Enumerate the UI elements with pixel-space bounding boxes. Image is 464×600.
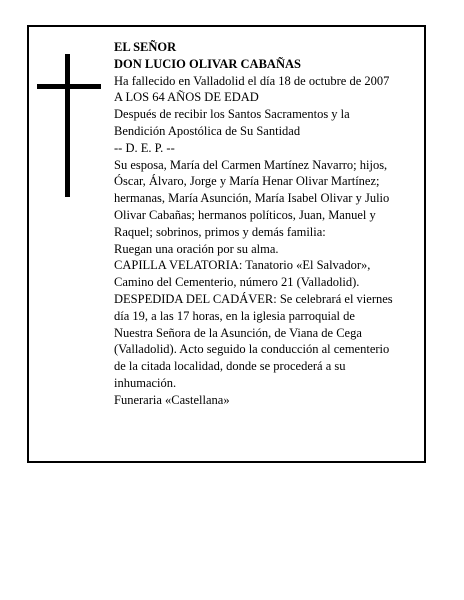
sacraments-line2: Bendición Apostólica de Su Santidad xyxy=(114,123,301,138)
farewell-line: DESPEDIDA DEL CADÁVER: Se celebrará el viernes xyxy=(114,291,393,306)
farewell-paragraph xyxy=(114,291,418,392)
farewell-line: (Valladolid). Acto seguido la conducción al cementerio xyxy=(114,342,390,357)
notice-title-line1: EL SEÑOR xyxy=(114,40,177,54)
chapel-line: Camino del Cementerio, número 21 (Valladolid). xyxy=(114,275,360,290)
chapel-line: CAPILLA VELATORIA: Tanatorio «El Salvador», xyxy=(114,258,371,273)
cross-vertical-bar xyxy=(65,54,70,197)
family-line: Su esposa, María del Carmen Martínez Navarro; hijos, xyxy=(114,157,388,172)
cross-horizontal-bar xyxy=(37,84,101,89)
age-line: A LOS 64 AÑOS DE EDAD xyxy=(114,90,259,105)
farewell-line: inhumación. xyxy=(114,375,177,390)
farewell-line: día 19, a las 17 horas, en la iglesia parroquial de xyxy=(114,308,355,323)
family-line: Óscar, Álvaro, Jorge y María Henar Olivar Martínez; xyxy=(114,174,380,189)
family-line: Olivar Cabañas; hermanos políticos, Juan, Manuel y xyxy=(114,207,376,222)
death-date-line: Ha fallecido en Valladolid el día 18 de octubre de 2007 xyxy=(114,73,390,88)
chapel-paragraph xyxy=(114,257,418,291)
family-paragraph xyxy=(114,157,418,241)
farewell-line: Nuestra Señora de la Asunción, de Viana de Cega xyxy=(114,325,362,340)
latin-cross-icon xyxy=(37,54,101,197)
funeral-home-line: Funeraria «Castellana» xyxy=(114,392,230,407)
deceased-name: DON LUCIO OLIVAR CABAÑAS xyxy=(114,56,301,71)
farewell-line: de la citada localidad, donde se procederá a su xyxy=(114,359,346,374)
obituary-text xyxy=(114,39,418,409)
rip-line: -- D. E. P. -- xyxy=(114,140,175,155)
sacraments-line1: Después de recibir los Santos Sacramentos y la xyxy=(114,107,350,122)
family-line: Raquel; sobrinos, primos y demás familia: xyxy=(114,224,326,239)
prayer-line: Ruegan una oración por su alma. xyxy=(114,241,279,256)
family-line: hermanas, María Asunción, María Isabel Olivar y Julio xyxy=(114,191,390,206)
